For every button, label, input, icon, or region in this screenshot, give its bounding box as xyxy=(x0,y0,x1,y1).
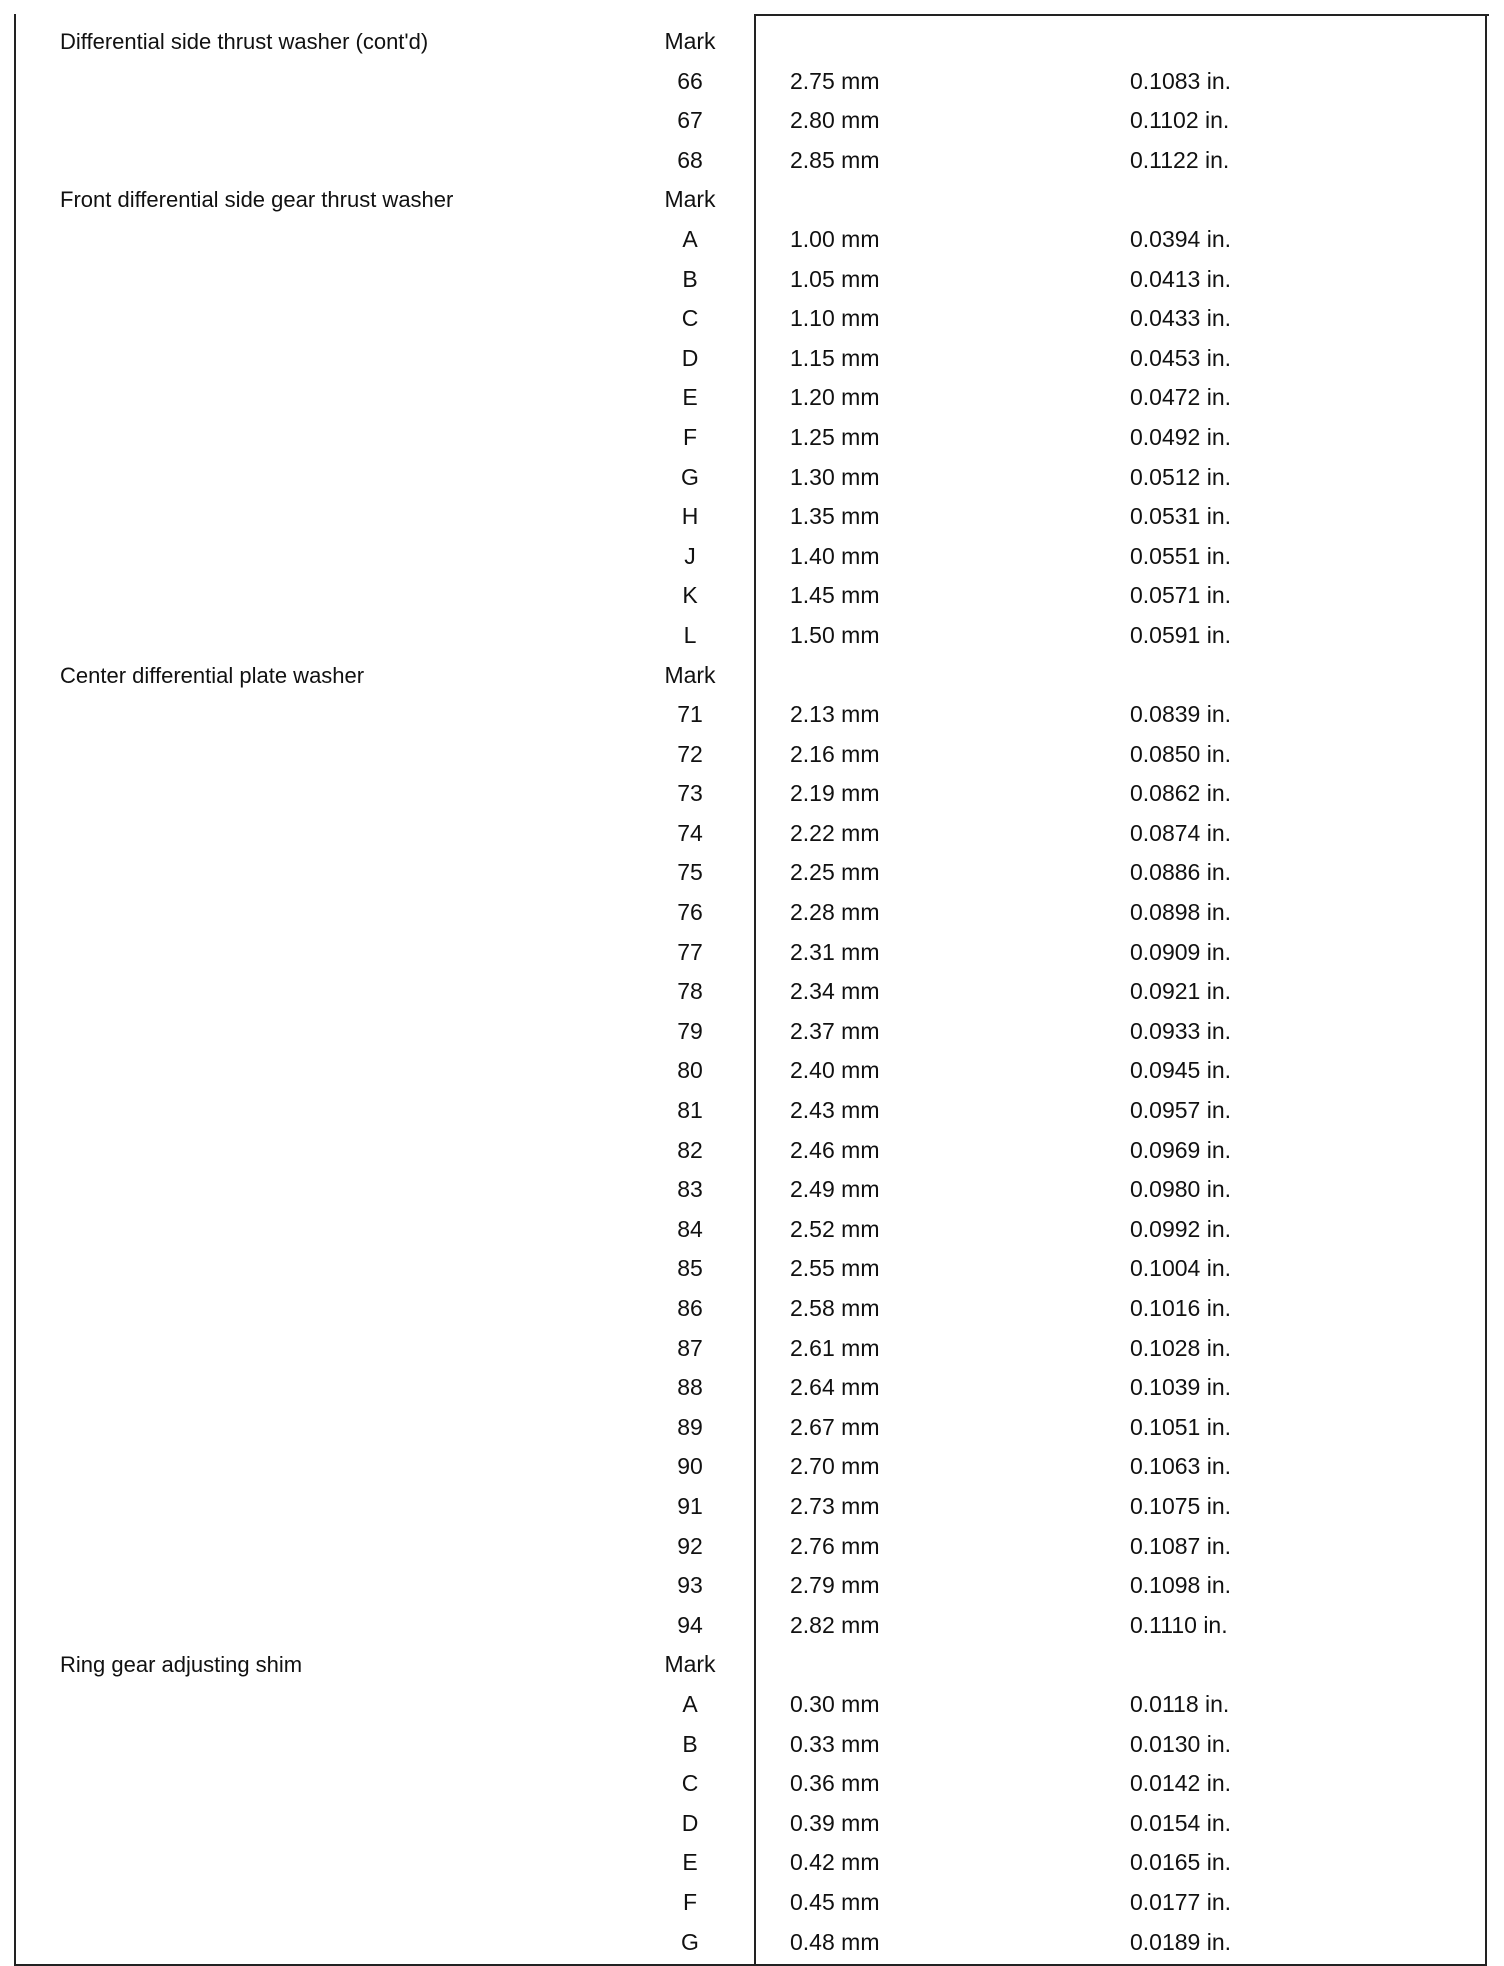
thickness-mm-cell: 1.40 mm xyxy=(790,542,880,569)
thickness-in-cell: 0.0394 in. xyxy=(1130,225,1232,252)
mark-cell: 76 xyxy=(677,899,703,926)
thickness-in-cell: 0.0839 in. xyxy=(1130,701,1232,728)
mark-cell: 72 xyxy=(677,740,703,767)
mark-cell: 82 xyxy=(677,1136,703,1163)
mark-cell: A xyxy=(682,225,698,252)
thickness-mm-cell: 0.36 mm xyxy=(790,1770,880,1797)
mark-cell: B xyxy=(682,265,698,292)
thickness-in-cell: 0.0492 in. xyxy=(1130,423,1232,450)
thickness-mm-cell: 1.20 mm xyxy=(790,384,880,411)
mark-cell: D xyxy=(681,344,699,371)
thickness-mm-cell: 2.52 mm xyxy=(790,1215,880,1242)
thickness-mm-cell: 2.61 mm xyxy=(790,1334,880,1361)
mark-cell: 68 xyxy=(677,146,703,173)
table-row xyxy=(0,774,1504,814)
mark-cell: K xyxy=(682,582,698,609)
thickness-mm-cell: 2.76 mm xyxy=(790,1532,880,1559)
table-row xyxy=(0,497,1504,537)
thickness-in-cell: 0.0945 in. xyxy=(1130,1057,1232,1084)
mark-cell: C xyxy=(681,1770,699,1797)
table-row xyxy=(0,616,1504,656)
thickness-in-cell: 0.0957 in. xyxy=(1130,1097,1232,1124)
thickness-mm-cell: 2.49 mm xyxy=(790,1176,880,1203)
mark-cell: 81 xyxy=(677,1097,703,1124)
thickness-mm-cell: 0.48 mm xyxy=(790,1928,880,1955)
thickness-in-cell: 0.0531 in. xyxy=(1130,503,1232,530)
mark-cell: F xyxy=(682,423,698,450)
thickness-in-cell: 0.0571 in. xyxy=(1130,582,1232,609)
table-row xyxy=(0,1131,1504,1171)
thickness-mm-cell: 2.16 mm xyxy=(790,740,880,767)
table-row xyxy=(0,1447,1504,1487)
thickness-mm-cell: 2.13 mm xyxy=(790,701,880,728)
thickness-in-cell: 0.1051 in. xyxy=(1130,1413,1232,1440)
thickness-in-cell: 0.0909 in. xyxy=(1130,938,1232,965)
thickness-in-cell: 0.0921 in. xyxy=(1130,978,1232,1005)
mark-cell: L xyxy=(683,621,697,648)
table-row xyxy=(0,418,1504,458)
thickness-in-cell: 0.1063 in. xyxy=(1130,1453,1232,1480)
thickness-mm-cell: 1.05 mm xyxy=(790,265,880,292)
mark-cell: B xyxy=(682,1730,698,1757)
thickness-in-cell: 0.0898 in. xyxy=(1130,899,1232,926)
mark-cell: 94 xyxy=(677,1611,703,1638)
mark-cell: C xyxy=(681,305,699,332)
table-row xyxy=(0,1091,1504,1131)
thickness-mm-cell: 1.25 mm xyxy=(790,423,880,450)
thickness-in-cell: 0.0118 in. xyxy=(1130,1690,1230,1717)
thickness-in-cell: 0.0591 in. xyxy=(1130,621,1232,648)
thickness-in-cell: 0.1110 in. xyxy=(1130,1611,1228,1638)
thickness-mm-cell: 1.10 mm xyxy=(790,305,880,332)
section-title: Front differential side gear thrust washer xyxy=(60,187,454,213)
mark-cell: G xyxy=(681,1928,699,1955)
thickness-mm-cell: 0.42 mm xyxy=(790,1849,880,1876)
thickness-in-cell: 0.0413 in. xyxy=(1130,265,1232,292)
thickness-mm-cell: 2.70 mm xyxy=(790,1453,880,1480)
table-row xyxy=(0,141,1504,181)
mark-cell: 86 xyxy=(677,1295,703,1321)
table-row xyxy=(0,735,1504,775)
thickness-mm-cell: 2.31 mm xyxy=(790,938,880,965)
thickness-in-cell: 0.1075 in. xyxy=(1130,1492,1232,1519)
thickness-mm-cell: 0.33 mm xyxy=(790,1730,880,1757)
table-row xyxy=(0,1408,1504,1448)
section-header-row xyxy=(0,1645,1504,1685)
thickness-in-cell: 0.0551 in. xyxy=(1130,542,1232,569)
thickness-mm-cell: 2.28 mm xyxy=(790,899,880,926)
mark-cell: E xyxy=(682,1849,698,1876)
table-row xyxy=(0,1527,1504,1567)
thickness-in-cell: 0.0177 in. xyxy=(1130,1888,1232,1915)
mark-column-header: Mark xyxy=(664,186,716,213)
table-top-rule xyxy=(754,14,1489,16)
thickness-in-cell: 0.1028 in. xyxy=(1130,1334,1232,1361)
mark-cell: 87 xyxy=(677,1334,703,1361)
mark-cell: 83 xyxy=(677,1176,703,1203)
thickness-in-cell: 0.0453 in. xyxy=(1130,344,1232,371)
thickness-mm-cell: 2.82 mm xyxy=(790,1611,880,1638)
thickness-in-cell: 0.0933 in. xyxy=(1130,1017,1232,1044)
mark-cell: 84 xyxy=(677,1215,703,1242)
mark-cell: 92 xyxy=(677,1532,703,1559)
thickness-in-cell: 0.0874 in. xyxy=(1130,819,1232,846)
table-row xyxy=(0,1764,1504,1804)
mark-cell: 67 xyxy=(677,107,703,134)
thickness-mm-cell: 2.85 mm xyxy=(790,146,880,173)
thickness-mm-cell: 2.75 mm xyxy=(790,67,880,94)
table-row xyxy=(0,853,1504,893)
table-row xyxy=(0,378,1504,418)
thickness-in-cell: 0.0980 in. xyxy=(1130,1176,1232,1203)
mark-cell: 89 xyxy=(677,1413,703,1440)
thickness-mm-cell: 2.55 mm xyxy=(790,1255,880,1282)
mark-cell: 85 xyxy=(677,1255,703,1282)
mark-cell: H xyxy=(681,503,699,530)
mark-cell: A xyxy=(682,1690,698,1717)
table-row xyxy=(0,1329,1504,1369)
table-row xyxy=(0,1685,1504,1725)
table-row xyxy=(0,260,1504,300)
mark-cell: 74 xyxy=(677,819,703,846)
thickness-in-cell: 0.0512 in. xyxy=(1130,463,1232,490)
table-row xyxy=(0,1923,1504,1963)
thickness-in-cell: 0.1098 in. xyxy=(1130,1572,1232,1599)
thickness-in-cell: 0.0886 in. xyxy=(1130,859,1232,886)
thickness-mm-cell: 2.43 mm xyxy=(790,1097,880,1124)
mark-cell: 71 xyxy=(677,701,703,728)
mark-column-header: Mark xyxy=(664,1651,716,1678)
section-header-row xyxy=(0,180,1504,220)
table-row xyxy=(0,220,1504,260)
thickness-in-cell: 0.0433 in. xyxy=(1130,305,1232,332)
thickness-in-cell: 0.0165 in. xyxy=(1130,1849,1232,1876)
section-header-row xyxy=(0,22,1504,62)
thickness-mm-cell: 0.30 mm xyxy=(790,1690,880,1717)
thickness-mm-cell: 2.22 mm xyxy=(790,819,880,846)
thickness-mm-cell: 1.30 mm xyxy=(790,463,880,490)
thickness-mm-cell: 2.25 mm xyxy=(790,859,880,886)
spec-table-rows xyxy=(0,22,1504,1962)
mark-cell: G xyxy=(681,463,699,490)
table-row xyxy=(0,1606,1504,1646)
section-title: Center differential plate washer xyxy=(60,662,365,688)
thickness-in-cell: 0.0142 in. xyxy=(1130,1770,1232,1797)
section-title: Differential side thrust washer (cont'd) xyxy=(60,29,429,54)
thickness-mm-cell: 2.34 mm xyxy=(790,978,880,1005)
table-row xyxy=(0,537,1504,577)
table-row xyxy=(0,1804,1504,1844)
thickness-mm-cell: 2.46 mm xyxy=(790,1136,880,1163)
mark-cell: F xyxy=(682,1888,698,1915)
table-row xyxy=(0,1210,1504,1250)
table-row xyxy=(0,1012,1504,1052)
table-row xyxy=(0,299,1504,339)
thickness-in-cell: 0.0189 in. xyxy=(1130,1928,1232,1955)
thickness-in-cell: 0.1122 in. xyxy=(1130,146,1230,173)
mark-cell: 75 xyxy=(677,859,703,886)
table-row xyxy=(0,1843,1504,1883)
table-row xyxy=(0,458,1504,498)
table-row xyxy=(0,1566,1504,1606)
mark-cell: J xyxy=(684,542,696,569)
thickness-mm-cell: 1.00 mm xyxy=(790,225,880,252)
thickness-in-cell: 0.0862 in. xyxy=(1130,780,1232,807)
table-row xyxy=(0,814,1504,854)
table-row xyxy=(0,1249,1504,1289)
thickness-mm-cell: 2.79 mm xyxy=(790,1572,880,1599)
thickness-in-cell: 0.1102 in. xyxy=(1130,107,1230,134)
mark-cell: E xyxy=(682,384,698,411)
table-row xyxy=(0,101,1504,141)
thickness-mm-cell: 0.45 mm xyxy=(790,1888,880,1915)
table-row xyxy=(0,1487,1504,1527)
thickness-mm-cell: 1.50 mm xyxy=(790,621,880,648)
thickness-mm-cell: 2.80 mm xyxy=(790,107,880,134)
table-row xyxy=(0,1051,1504,1091)
thickness-in-cell: 0.1087 in. xyxy=(1130,1532,1232,1559)
thickness-in-cell: 0.0850 in. xyxy=(1130,740,1232,767)
section-header-row xyxy=(0,656,1504,696)
thickness-mm-cell: 1.45 mm xyxy=(790,582,880,609)
mark-cell: 90 xyxy=(677,1453,703,1480)
thickness-in-cell: 0.1016 in. xyxy=(1130,1295,1232,1321)
mark-cell: 79 xyxy=(677,1017,703,1044)
thickness-in-cell: 0.1083 in. xyxy=(1130,67,1232,94)
thickness-mm-cell: 2.67 mm xyxy=(790,1413,880,1440)
thickness-in-cell: 0.1039 in. xyxy=(1130,1374,1232,1401)
table-row xyxy=(0,893,1504,933)
mark-cell: D xyxy=(681,1809,699,1836)
mark-cell: 78 xyxy=(677,978,703,1005)
thickness-in-cell: 0.0154 in. xyxy=(1130,1809,1232,1836)
mark-cell: 93 xyxy=(677,1572,703,1599)
mark-cell: 73 xyxy=(677,780,703,807)
thickness-in-cell: 0.0969 in. xyxy=(1130,1136,1232,1163)
thickness-mm-cell: 2.19 mm xyxy=(790,780,880,807)
thickness-in-cell: 0.0472 in. xyxy=(1130,384,1232,411)
thickness-in-cell: 0.0992 in. xyxy=(1130,1215,1232,1242)
thickness-mm-cell: 2.37 mm xyxy=(790,1017,880,1044)
table-row xyxy=(0,1170,1504,1210)
table-row xyxy=(0,1289,1504,1329)
mark-cell: 80 xyxy=(677,1057,703,1084)
mark-cell: 91 xyxy=(677,1492,703,1519)
thickness-mm-cell: 2.58 mm xyxy=(790,1295,880,1321)
thickness-mm-cell: 0.39 mm xyxy=(790,1809,880,1836)
mark-column-header: Mark xyxy=(664,661,716,688)
thickness-mm-cell: 1.15 mm xyxy=(790,344,880,371)
table-row xyxy=(0,1368,1504,1408)
thickness-in-cell: 0.0130 in. xyxy=(1130,1730,1232,1757)
mark-cell: 66 xyxy=(677,67,703,94)
thickness-in-cell: 0.1004 in. xyxy=(1130,1255,1232,1282)
thickness-mm-cell: 2.64 mm xyxy=(790,1374,880,1401)
table-row xyxy=(0,62,1504,102)
table-row xyxy=(0,576,1504,616)
mark-column-header: Mark xyxy=(664,28,716,54)
table-row xyxy=(0,933,1504,973)
mark-cell: 77 xyxy=(677,938,703,965)
table-row xyxy=(0,695,1504,735)
table-row xyxy=(0,339,1504,379)
thickness-mm-cell: 2.73 mm xyxy=(790,1492,880,1519)
table-row xyxy=(0,972,1504,1012)
table-row xyxy=(0,1883,1504,1923)
thickness-mm-cell: 1.35 mm xyxy=(790,503,880,530)
thickness-mm-cell: 2.40 mm xyxy=(790,1057,880,1084)
mark-cell: 88 xyxy=(677,1374,703,1401)
section-title: Ring gear adjusting shim xyxy=(60,1652,303,1678)
table-row xyxy=(0,1725,1504,1765)
